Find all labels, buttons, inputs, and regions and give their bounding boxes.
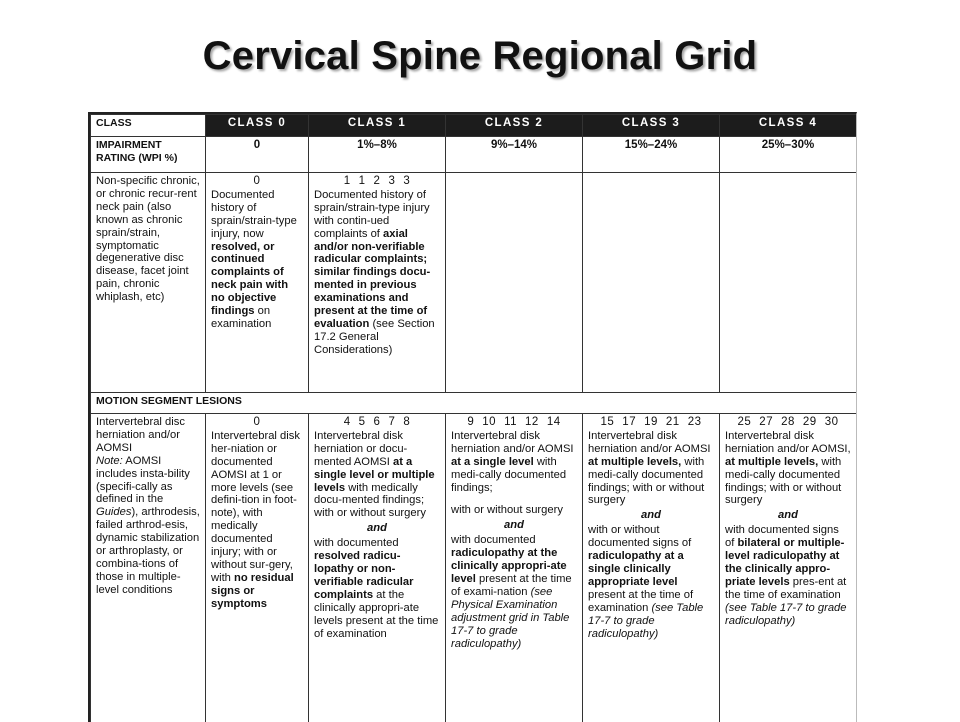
rating-class-0: 0: [206, 137, 309, 173]
impairment-rating-row: [91, 137, 857, 173]
cell-text-bold: axial and/or non-verifiable radicular complaints; similar findings docu-mented in previous examinations and present at the time of evaluation: [314, 228, 430, 330]
grade-number: 21: [666, 416, 680, 428]
cell-text: with medi-cally documented findings; with or without surgery: [588, 456, 704, 507]
cell-text-bold: at a single level or multiple levels: [314, 456, 435, 494]
cell-text: with documented: [314, 537, 399, 549]
disc-class-0: [206, 414, 309, 722]
grade-number: 23: [688, 416, 702, 428]
cell-text: Intervertebral disk herniation or docu-mented AOMSI: [314, 430, 407, 468]
cell-text: present at the time of exami-nation: [451, 573, 572, 598]
cell-text-italic: (see Physical Examination adjustment grid in Table 17-7 to grade radiculopathy): [451, 586, 569, 650]
label-text: ), arthrodesis, failed arthrod-esis, dynamic stabilization or arthroplasty, or combina-tions of those in multiple-level conditions: [96, 506, 200, 595]
cell-text: at the clinically appropri-ate levels present at the time of examination: [314, 589, 438, 640]
grade-number: 4: [344, 416, 351, 428]
grade-modifiers: [725, 416, 851, 429]
guides-text: Guides: [96, 506, 131, 518]
rating-class-3: 15%–24%: [583, 137, 720, 173]
cell-text-bold: radiculopathy at the clinically appropri-ate level: [451, 547, 567, 585]
grade-number: 0: [211, 416, 303, 429]
cell-text: Documented history of sprain/strain-type injury with contin-ued complaints of: [314, 189, 430, 240]
impairment-rating-label: IMPAIRMENT RATING (WPI %): [91, 137, 206, 173]
cell-text-bold: resolved radicu-lopathy or non-verifiable radicular complaints: [314, 550, 414, 601]
disc-class-4: [720, 414, 857, 722]
cell-text-bold: at multiple levels,: [725, 456, 818, 468]
nonspecific-pain-label: Non-specific chronic, or chronic recur-rent neck pain (also known as chronic sprain/strain, symptomatic degenerative disc disease, facet joint pain, chronic whiplash, etc): [91, 173, 206, 393]
class-header: CLASS: [91, 115, 206, 137]
nonspecific-class-4: [720, 173, 857, 393]
grade-number: 1: [344, 175, 351, 187]
class-1-header: CLASS 1: [309, 115, 446, 137]
cell-text: Intervertebral disk herniation and/or AOMSI,: [725, 430, 851, 455]
cell-text: with or without documented signs of: [588, 524, 691, 549]
grade-number: 3: [388, 175, 395, 187]
grade-modifiers: [588, 416, 714, 429]
grade-number: 8: [403, 416, 410, 428]
cell-text-bold: resolved, or continued complaints of neck pain with no objective findings: [211, 241, 288, 318]
nonspecific-class-3: [583, 173, 720, 393]
grade-modifiers: [314, 416, 440, 429]
cell-text: Intervertebral disk herniation and/or AOMSI: [588, 430, 711, 455]
spacer: [451, 494, 577, 504]
cell-text: with documented: [451, 534, 536, 546]
nonspecific-class-1: [309, 173, 446, 393]
grade-number: 2: [374, 175, 381, 187]
grade-number: 9: [467, 416, 474, 428]
cell-text: pres-ent at the time of examination: [725, 576, 846, 601]
cell-text-italic: (see Table 17-7 to grade radiculopathy): [588, 602, 703, 640]
grade-modifiers: [451, 416, 577, 429]
rating-class-1: 1%–8%: [309, 137, 446, 173]
class-3-header: CLASS 3: [583, 115, 720, 137]
cell-text-bold: at a single level: [451, 456, 534, 468]
and-connector: and: [725, 509, 851, 522]
motion-segment-lesions-heading: MOTION SEGMENT LESIONS: [91, 393, 857, 414]
cell-text: with medi-cally documented findings; with or without surgery: [725, 456, 841, 507]
grade-number: 17: [622, 416, 636, 428]
cell-text-bold: at multiple levels,: [588, 456, 681, 468]
cell-text: on examination: [211, 305, 271, 330]
grade-number: 1: [359, 175, 366, 187]
cell-text: present at the time of examination: [588, 589, 693, 614]
cell-text: with medically docu-mented findings; with or without surgery: [314, 482, 426, 520]
grade-number: 12: [525, 416, 539, 428]
note-label: Note:: [96, 455, 123, 467]
and-connector: and: [588, 509, 714, 522]
disc-class-2: [446, 414, 583, 722]
and-connector: and: [314, 522, 440, 535]
class-0-header: CLASS 0: [206, 115, 309, 137]
grade-number: 28: [781, 416, 795, 428]
rating-class-2: 9%–14%: [446, 137, 583, 173]
grade-number: 0: [211, 175, 303, 188]
cell-text-bold: radiculopathy at a single clinically appropriate level: [588, 550, 684, 588]
disc-herniation-row: [91, 414, 857, 722]
and-connector: and: [451, 519, 577, 532]
regional-grid-table: [90, 114, 857, 722]
grade-number: 19: [644, 416, 658, 428]
page-title: Cervical Spine Regional Grid: [0, 34, 960, 79]
class-2-header: CLASS 2: [446, 115, 583, 137]
grade-number: 10: [482, 416, 496, 428]
label-text: AOMSI includes insta-bility (specifi-cally as defined in the: [96, 455, 190, 506]
grade-number: 29: [803, 416, 817, 428]
cell-text-italic: (see Table 17-7 to grade radiculopathy): [725, 602, 847, 627]
grid-table-image: [88, 112, 857, 722]
grade-number: 6: [374, 416, 381, 428]
section-row: [91, 393, 857, 414]
grade-number: 27: [759, 416, 773, 428]
cell-text: Intervertebral disk herniation and/or AOMSI: [451, 430, 574, 455]
nonspecific-class-2: [446, 173, 583, 393]
cell-text: (see Section 17.2 General Considerations): [314, 318, 435, 356]
cell-text-bold: no residual signs or symptoms: [211, 572, 294, 610]
nonspecific-pain-row: [91, 173, 857, 393]
grade-number: 5: [359, 416, 366, 428]
grade-number: 11: [504, 416, 517, 428]
disc-herniation-label: [91, 414, 206, 722]
grade-number: 14: [547, 416, 561, 428]
grade-modifiers: [314, 175, 440, 188]
cell-text-bold: bilateral or multiple-level radiculopathy at the clinically appro-priate levels: [725, 537, 844, 588]
class-4-header: CLASS 4: [720, 115, 857, 137]
grade-number: 3: [403, 175, 410, 187]
header-row: [91, 115, 857, 137]
nonspecific-class-0: [206, 173, 309, 393]
label-text: Intervertebral disc herniation and/or AOMSI: [96, 416, 200, 455]
grade-number: 7: [388, 416, 395, 428]
cell-text: with medi-cally documented findings;: [451, 456, 566, 494]
grade-number: 30: [825, 416, 839, 428]
cell-text: with or without surgery: [451, 504, 563, 516]
cell-text: with documented signs of: [725, 524, 839, 549]
cell-text: Intervertebral disk her-niation or documented AOMSI at 1 or more levels (see defini-tion in foot-note), with medically documented injury; with or without sur-gery, with: [211, 430, 300, 584]
rating-class-4: 25%–30%: [720, 137, 857, 173]
disc-class-1: [309, 414, 446, 722]
grade-number: 15: [601, 416, 615, 428]
disc-class-3: [583, 414, 720, 722]
grade-number: 25: [738, 416, 752, 428]
cell-text: Documented history of sprain/strain-type injury, now: [211, 189, 297, 240]
